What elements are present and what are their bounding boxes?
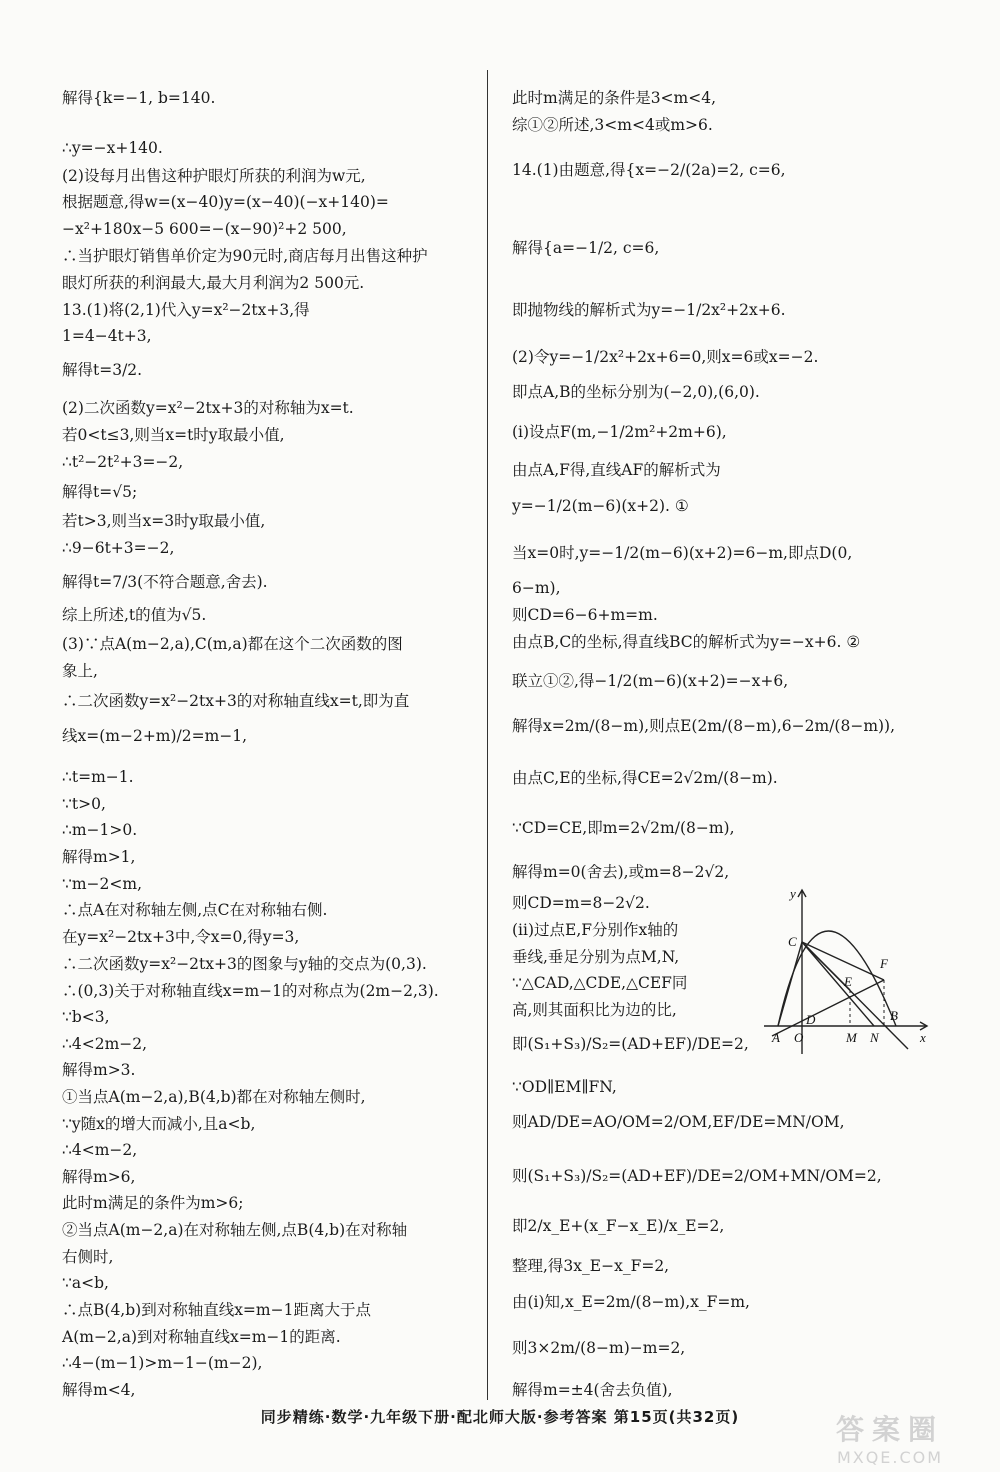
label-e: E bbox=[844, 974, 852, 989]
text-line: 即点A,B的坐标分别为(−2,0),(6,0). bbox=[512, 383, 760, 401]
text-line: ∴二次函数y=x²−2tx+3的图象与y轴的交点为(0,3). bbox=[62, 955, 427, 973]
text-line: 即(S₁+S₃)/S₂=(AD+EF)/DE=2, bbox=[512, 1035, 749, 1053]
label-n: N bbox=[870, 1030, 879, 1045]
text-line: ∴当护眼灯销售单价定为90元时,商店每月出售这种护 bbox=[62, 247, 428, 265]
text-line: 解得m<4, bbox=[62, 1381, 136, 1399]
text-line: 解得t=3/2. bbox=[62, 361, 143, 379]
parabola-figure bbox=[762, 886, 934, 1056]
text-line: y=−1/2(m−6)(x+2). ① bbox=[512, 497, 689, 515]
text-line: 线x=(m−2+m)/2=m−1, bbox=[62, 727, 248, 745]
text-line: ∵y随x的增大而减小,且a<b, bbox=[62, 1115, 256, 1133]
text-line: 解得x=2m/(8−m),则点E(2m/(8−m),6−2m/(8−m)), bbox=[512, 717, 896, 735]
text-line: (3)∵点A(m−2,a),C(m,a)都在这个二次函数的图 bbox=[62, 635, 403, 653]
text-line: (ⅰ)设点F(m,−1/2m²+2m+6), bbox=[512, 423, 727, 441]
text-line: 由点A,F得,直线AF的解析式为 bbox=[512, 461, 721, 479]
text-line: 高,则其面积比为边的比, bbox=[512, 1001, 677, 1019]
watermark-title: 答案圈 bbox=[835, 1413, 944, 1446]
watermark bbox=[806, 1408, 974, 1467]
text-line: ∴m−1>0. bbox=[62, 821, 138, 839]
text-line: ∴t²−2t²+3=−2, bbox=[62, 453, 184, 471]
text-line: 联立①②,得−1/2(m−6)(x+2)=−x+6, bbox=[512, 672, 789, 690]
text-line: (2)二次函数y=x²−2tx+3的对称轴为x=t. bbox=[62, 399, 354, 417]
text-line: 象上, bbox=[62, 662, 98, 680]
page-footer: 同步精练·数学·九年级下册·配北师大版·参考答案 第15页(共32页) bbox=[260, 1408, 740, 1426]
text-line: 解得m=±4(舍去负值), bbox=[512, 1381, 673, 1399]
text-line: ∴4−(m−1)>m−1−(m−2), bbox=[62, 1354, 263, 1372]
text-line: ∵m−2<m, bbox=[62, 875, 143, 893]
text-line: ∴t=m−1. bbox=[62, 768, 134, 786]
label-m: M bbox=[846, 1030, 857, 1045]
text-line: 则CD=m=8−2√2. bbox=[512, 894, 650, 912]
text-line: (ⅱ)过点E,F分别作x轴的 bbox=[512, 921, 679, 939]
text-line: 解得t=7/3(不符合题意,舍去). bbox=[62, 573, 268, 591]
text-line: 13.(1)将(2,1)代入y=x²−2tx+3,得 bbox=[62, 301, 310, 319]
text-line: 根据题意,得w=(x−40)y=(x−40)(−x+140)= bbox=[62, 193, 389, 211]
text-line: 综上所述,t的值为√5. bbox=[62, 606, 207, 624]
text-line: 即2/x_E+(x_F−x_E)/x_E=2, bbox=[512, 1217, 725, 1235]
line-ce bbox=[802, 942, 850, 990]
label-d: D bbox=[806, 1012, 816, 1027]
text-line: 眼灯所获的利润最大,最大月利润为2 500元. bbox=[62, 274, 365, 292]
text-line: ∵t>0, bbox=[62, 795, 106, 813]
text-line: 此时m满足的条件是3<m<4, bbox=[512, 89, 717, 107]
label-b: B bbox=[890, 1008, 898, 1023]
line-cf bbox=[802, 942, 884, 980]
text-line: −x²+180x−5 600=−(x−90)²+2 500, bbox=[62, 220, 347, 238]
text-line: (2)设每月出售这种护眼灯所获的利润为w元, bbox=[62, 167, 366, 185]
text-line: 则AD/DE=AO/OM=2/OM,EF/DE=MN/OM, bbox=[512, 1113, 845, 1131]
text-line: 垂线,垂足分别为点M,N, bbox=[512, 948, 680, 966]
text-line: ∴9−6t+3=−2, bbox=[62, 539, 175, 557]
text-line: 若t>3,则当x=3时y取最小值, bbox=[62, 512, 266, 530]
text-line: ∴点B(4,b)到对称轴直线x=m−1距离大于点 bbox=[62, 1301, 371, 1319]
label-y: y bbox=[790, 886, 796, 901]
label-x: x bbox=[920, 1030, 926, 1045]
text-line: ∴(0,3)关于对称轴直线x=m−1的对称点为(2m−2,3). bbox=[62, 982, 439, 1000]
text-line: 在y=x²−2tx+3中,令x=0,得y=3, bbox=[62, 928, 300, 946]
text-line: ∴y=−x+140. bbox=[62, 139, 163, 157]
line-ac bbox=[778, 942, 802, 1026]
text-line: 则CD=6−6+m=m. bbox=[512, 606, 658, 624]
text-line: 此时m满足的条件为m>6; bbox=[62, 1194, 244, 1212]
text-line: ∵OD∥EM∥FN, bbox=[512, 1078, 617, 1096]
text-line: 14.(1)由题意,得{x=−2/(2a)=2, c=6, bbox=[512, 161, 786, 179]
text-line: 即抛物线的解析式为y=−1/2x²+2x+6. bbox=[512, 301, 786, 319]
text-line: ②当点A(m−2,a)在对称轴左侧,点B(4,b)在对称轴 bbox=[62, 1221, 408, 1239]
text-line: 由点C,E的坐标,得CE=2√2m/(8−m). bbox=[512, 769, 778, 787]
text-line: ∴点A在对称轴左侧,点C在对称轴右侧. bbox=[62, 901, 328, 919]
label-a: A bbox=[772, 1030, 780, 1045]
text-line: 由(ⅰ)知,x_E=2m/(8−m),x_F=m, bbox=[512, 1293, 750, 1311]
text-line: ∵CD=CE,即m=2√2m/(8−m), bbox=[512, 819, 735, 837]
column-divider bbox=[487, 70, 488, 1400]
text-line: ①当点A(m−2,a),B(4,b)都在对称轴左侧时, bbox=[62, 1088, 366, 1106]
text-line: 右侧时, bbox=[62, 1248, 114, 1266]
text-line: ∴二次函数y=x²−2tx+3的对称轴直线x=t,即为直 bbox=[62, 692, 410, 710]
label-o: O bbox=[794, 1030, 804, 1045]
text-line: 整理,得3x_E−x_F=2, bbox=[512, 1257, 670, 1275]
label-f: F bbox=[880, 956, 888, 971]
text-line: 解得t=√5; bbox=[62, 483, 138, 501]
text-line: 6−m), bbox=[512, 579, 561, 597]
text-line: 解得m=0(舍去),或m=8−2√2, bbox=[512, 863, 730, 881]
text-line: 解得{a=−1/2, c=6, bbox=[512, 239, 660, 257]
text-line: ∵a<b, bbox=[62, 1274, 109, 1292]
text-line: ∵△CAD,△CDE,△CEF同 bbox=[512, 974, 688, 992]
text-line: A(m−2,a)到对称轴直线x=m−1的距离. bbox=[62, 1328, 341, 1346]
text-line: ∴4<2m−2, bbox=[62, 1035, 148, 1053]
text-line: 综①②所述,3<m<4或m>6. bbox=[512, 116, 713, 134]
text-line: (2)令y=−1/2x²+2x+6=0,则x=6或x=−2. bbox=[512, 348, 819, 366]
label-c: C bbox=[788, 934, 797, 949]
text-line: 解得m>6, bbox=[62, 1168, 136, 1186]
text-line: 1=4−4t+3, bbox=[62, 327, 152, 345]
text-line: 解得{k=−1, b=140. bbox=[62, 89, 216, 107]
text-line: ∵b<3, bbox=[62, 1008, 110, 1026]
text-line: 当x=0时,y=−1/2(m−6)(x+2)=6−m,即点D(0, bbox=[512, 544, 853, 562]
text-line: 解得m>1, bbox=[62, 848, 136, 866]
text-line: 解得m>3. bbox=[62, 1061, 136, 1079]
text-line: 由点B,C的坐标,得直线BC的解析式为y=−x+6. ② bbox=[512, 633, 861, 651]
text-line: 则(S₁+S₃)/S₂=(AD+EF)/DE=2/OM+MN/OM=2, bbox=[512, 1167, 882, 1185]
watermark-url: MXQE.COM bbox=[836, 1448, 944, 1467]
text-line: 若0<t≤3,则当x=t时y取最小值, bbox=[62, 426, 285, 444]
text-line: ∴4<m−2, bbox=[62, 1141, 138, 1159]
text-line: 则3×2m/(8−m)−m=2, bbox=[512, 1339, 686, 1357]
